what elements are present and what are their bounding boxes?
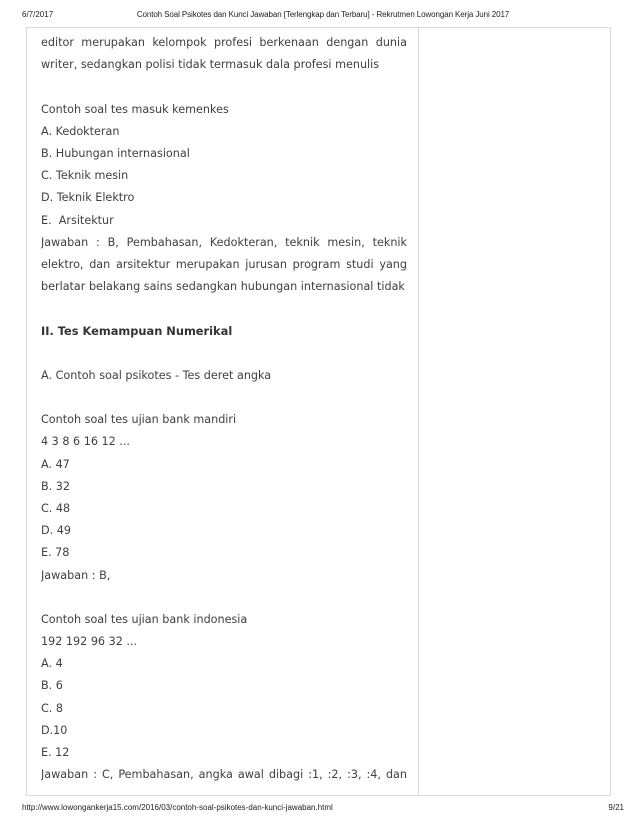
page-number: 9/21	[608, 803, 624, 812]
page-url[interactable]: http://www.lowongankerja15.com/2016/03/contoh-soal-psikotes-dan-kunci-jawaban.html	[22, 803, 333, 812]
option-a: A. 47	[41, 457, 70, 471]
section-heading: II. Tes Kemampuan Numerikal	[41, 324, 233, 339]
option-c: C. Teknik mesin	[41, 169, 129, 183]
answer-line: Jawaban : B,	[41, 568, 111, 582]
print-title: Contoh Soal Psikotes dan Kunci Jawaban [Terlengkap dan Terbaru] - Rekrutmen Lowongan Kerja Juni 2017	[136, 10, 510, 19]
column-divider	[418, 28, 419, 795]
option-d: D. 49	[41, 524, 71, 538]
subsection-title: A. Contoh soal psikotes - Tes deret angka	[41, 368, 272, 382]
option-d: D. Teknik Elektro	[41, 191, 135, 205]
print-footer	[22, 803, 624, 817]
answer-line: elektro, dan arsitektur merupakan jurusan program studi yang	[41, 257, 407, 271]
answer-line: berlatar belakang sains sedangkan hubungan internasional tidak	[41, 280, 405, 294]
answer-line: Jawaban : B, Pembahasan, Kedokteran, teknik mesin, teknik	[41, 235, 407, 249]
option-e: E. 12	[41, 746, 70, 759]
question-title: Contoh soal tes ujian bank mandiri	[41, 413, 237, 427]
option-b: B. 32	[41, 479, 71, 493]
number-sequence: 192 192 96 32 ...	[41, 635, 138, 649]
option-e: E. 78	[41, 546, 70, 560]
answer-line: Jawaban : C, Pembahasan, angka awal dibagi :1, :2, :3, :4, dan	[41, 768, 407, 782]
option-d: D.10	[41, 723, 68, 737]
question-title: Contoh soal tes ujian bank indonesia	[41, 612, 248, 626]
option-a: A. Kedokteran	[41, 124, 120, 138]
article-body	[41, 32, 407, 786]
option-e: E. Arsitektur	[41, 213, 114, 227]
option-a: A. 4	[41, 657, 63, 671]
print-date: 6/7/2017	[22, 10, 54, 19]
option-c: C. 48	[41, 501, 71, 515]
paragraph-line: editor merupakan kelompok profesi berkenaan dengan dunia	[41, 36, 407, 49]
option-b: B. Hubungan internasional	[41, 146, 190, 160]
number-sequence: 4 3 8 6 16 12 ...	[41, 435, 130, 449]
paragraph-line: writer, sedangkan polisi tidak termasuk dala profesi menulis	[41, 58, 380, 72]
print-header	[22, 10, 624, 24]
option-c: C. 8	[41, 701, 64, 715]
question-title: Contoh soal tes masuk kemenkes	[41, 102, 229, 116]
option-b: B. 6	[41, 679, 63, 693]
